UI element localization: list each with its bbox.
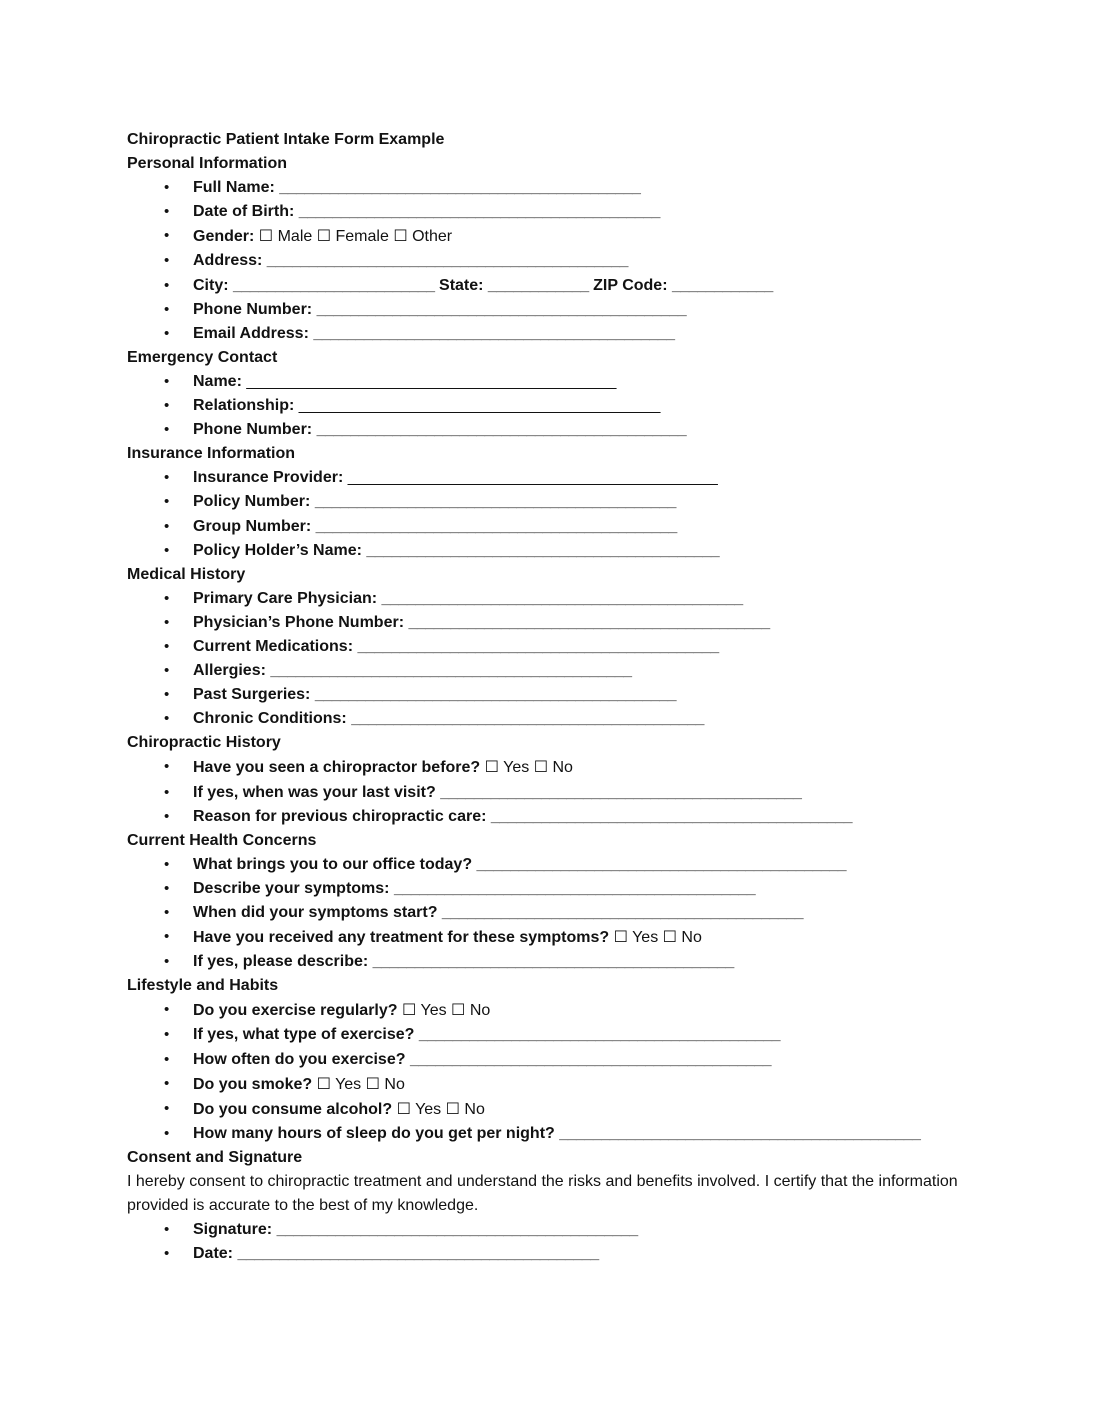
- section-heading: Personal Information: [127, 155, 288, 173]
- field-label: What brings you to our office today?: [193, 855, 477, 873]
- field-label: Do you smoke?: [193, 1075, 317, 1093]
- blank-underline: __________________________________________: [366, 541, 720, 559]
- bullet-icon: •: [164, 276, 170, 294]
- checkbox-icon: ☐: [316, 1073, 331, 1093]
- form-field-row: [127, 853, 994, 877]
- field-text: [193, 590, 743, 607]
- field-text: [193, 1125, 920, 1142]
- field-text: [193, 373, 616, 390]
- bullet-icon: •: [164, 783, 170, 801]
- field-label: Group Number:: [193, 517, 316, 535]
- bullet-icon: •: [164, 710, 170, 728]
- blank-underline: ___________________________________________: [418, 1026, 781, 1044]
- field-text: [193, 710, 704, 727]
- field-label: Past Surgeries:: [193, 686, 315, 704]
- field-text: [193, 953, 734, 970]
- form-field-row: [127, 587, 994, 611]
- field-label: City:: [193, 276, 233, 294]
- blank-underline: ___________________________________________: [276, 1221, 638, 1239]
- blank-underline: ____________: [487, 276, 589, 294]
- blank-underline: ___________________________________________: [381, 589, 743, 607]
- section-heading: Insurance Information: [127, 445, 296, 463]
- field-text: [193, 1098, 485, 1118]
- form-field-row: [127, 1023, 994, 1047]
- form-field-row: [127, 611, 994, 635]
- field-label: Reason for previous chiropractic care:: [193, 807, 491, 825]
- field-text: [193, 252, 628, 269]
- blank-underline: ____________________________________________: [316, 421, 687, 439]
- form-field-row: [127, 1242, 994, 1266]
- blank-underline: ___________________________________________: [270, 662, 632, 680]
- field-label: State:: [439, 276, 488, 294]
- blank-underline: ___________________________________________: [490, 807, 853, 825]
- checkbox-icon: ☐: [365, 1073, 380, 1093]
- field-option: No: [379, 1075, 405, 1093]
- blank-underline: ___________________________________________: [393, 879, 756, 897]
- bullet-icon: •: [164, 589, 170, 607]
- bullet-icon: •: [164, 855, 170, 873]
- checkbox-icon: ☐: [396, 1098, 411, 1118]
- blank-underline: ___________________________________________: [372, 953, 734, 971]
- blank-underline: ___________________________________________: [315, 517, 677, 535]
- bullet-icon: •: [164, 1001, 170, 1019]
- field-text: [193, 203, 660, 220]
- field-text: [193, 662, 632, 679]
- bullet-icon: •: [164, 397, 170, 415]
- field-label: Primary Care Physician:: [193, 589, 382, 607]
- field-option: Yes: [416, 1002, 452, 1020]
- field-text: [193, 614, 770, 631]
- bullet-icon: •: [164, 324, 170, 342]
- checkbox-icon: ☐: [316, 226, 332, 246]
- blank-underline: ________________________: [233, 276, 435, 294]
- form-field-row: [127, 224, 994, 249]
- form-field-row: [127, 1048, 994, 1072]
- form-field-row: [127, 683, 994, 707]
- bullet-icon: •: [164, 879, 170, 897]
- form-field-row: [127, 755, 994, 780]
- field-label: Address:: [193, 252, 267, 270]
- form-field-row: [127, 274, 994, 298]
- field-text: [193, 228, 452, 245]
- checkbox-icon: ☐: [258, 226, 274, 246]
- checkbox-icon: ☐: [662, 927, 677, 947]
- field-label: ZIP Code:: [593, 276, 672, 294]
- field-label: If yes, what type of exercise?: [193, 1026, 419, 1044]
- section-heading: Current Health Concerns: [127, 831, 317, 849]
- blank-underline: ____________________________________________: [316, 300, 687, 318]
- bullet-icon: •: [164, 758, 170, 776]
- blank-underline: ____________________________________________: [476, 855, 847, 873]
- form-field-row: [127, 466, 994, 490]
- form-field-row: [127, 1122, 994, 1146]
- form-field-row: [127, 200, 994, 224]
- form-field-row: [127, 805, 994, 829]
- bullet-icon: •: [164, 372, 170, 390]
- form-sections: [127, 152, 994, 1266]
- bullet-icon: •: [164, 1245, 170, 1263]
- field-text: [193, 277, 773, 294]
- field-option: Yes: [499, 759, 534, 777]
- form-field-row: [127, 707, 994, 731]
- bullet-icon: •: [164, 493, 170, 511]
- section-heading: Chiropractic History: [127, 734, 281, 752]
- field-option: No: [459, 1100, 485, 1118]
- bullet-icon: •: [164, 637, 170, 655]
- section-heading: Consent and Signature: [127, 1148, 303, 1166]
- field-text: [193, 784, 801, 801]
- blank-underline: ___________________________________________: [298, 203, 660, 221]
- blank-underline: ___________________________________________: [266, 252, 628, 270]
- field-text: [193, 421, 686, 438]
- form-field-row: [127, 877, 994, 901]
- form-field-row: [127, 1097, 994, 1122]
- form-field-row: [127, 659, 994, 683]
- field-label: Full Name:: [193, 179, 280, 197]
- checkbox-icon: ☐: [484, 757, 499, 777]
- field-label: Do you consume alcohol?: [193, 1100, 397, 1118]
- checkbox-icon: ☐: [401, 1000, 417, 1020]
- checkbox-icon: ☐: [393, 226, 408, 246]
- blank-underline: ___________________________________________: [441, 904, 804, 921]
- field-option: Male: [273, 228, 317, 246]
- bullet-icon: •: [164, 1074, 170, 1092]
- field-text: [193, 518, 677, 535]
- field-label: Policy Number:: [193, 493, 315, 511]
- field-label: If yes, when was your last visit?: [193, 783, 441, 801]
- field-label: Gender:: [193, 228, 259, 246]
- field-label: Signature:: [193, 1221, 277, 1239]
- field-text: [193, 856, 846, 873]
- form-field-row: [127, 635, 994, 659]
- form-field-row: [127, 490, 994, 514]
- form-field-row: [127, 781, 994, 805]
- bullet-icon: •: [164, 662, 170, 680]
- form-field-row: [127, 539, 994, 563]
- field-text: [193, 759, 573, 776]
- bullet-icon: •: [164, 1026, 170, 1044]
- bullet-icon: •: [164, 953, 170, 971]
- field-label: Have you received any treatment for these symptoms?: [193, 929, 614, 947]
- blank-underline: ___________________________________________: [237, 1245, 599, 1263]
- blank-underline: ___________________________________________: [440, 783, 802, 801]
- field-label: Policy Holder’s Name:: [193, 541, 367, 559]
- field-label: Have you seen a chiropractor before?: [193, 759, 485, 777]
- blank-underline: ___________________________________________: [409, 1050, 772, 1068]
- form-field-row: [127, 1218, 994, 1242]
- field-label: Relationship:: [193, 397, 299, 415]
- blank-underline: ___________________________________________: [408, 613, 770, 631]
- field-text: [193, 638, 719, 655]
- bullet-icon: •: [164, 1124, 170, 1142]
- bullet-icon: •: [164, 203, 170, 221]
- field-label: Do you exercise regularly?: [193, 1002, 402, 1020]
- field-text: [193, 808, 852, 825]
- blank-underline: ____________________________________________: [347, 469, 718, 487]
- form-field-row: [127, 925, 994, 950]
- bullet-icon: •: [164, 807, 170, 825]
- field-text: [193, 1073, 405, 1093]
- field-text: [193, 929, 702, 946]
- form-field-row: [127, 370, 994, 394]
- form-field-row: [127, 176, 994, 200]
- field-label: When did your symptoms start?: [193, 904, 442, 921]
- bullet-icon: •: [164, 928, 170, 946]
- bullet-icon: •: [164, 300, 170, 318]
- section-heading: Emergency Contact: [127, 348, 278, 366]
- field-text: [193, 880, 755, 897]
- bullet-icon: •: [164, 179, 170, 197]
- blank-underline: ___________________________________________: [279, 179, 641, 197]
- bullet-icon: •: [164, 904, 170, 921]
- field-label: Email Address:: [193, 324, 314, 342]
- field-label: How often do you exercise?: [193, 1050, 410, 1068]
- field-text: [193, 325, 674, 342]
- form-field-row: [127, 950, 994, 974]
- field-label: Chronic Conditions:: [193, 710, 352, 728]
- blank-underline: ___________________________________________: [559, 1124, 921, 1142]
- field-option: Yes: [410, 1100, 446, 1118]
- field-option: Yes: [330, 1075, 366, 1093]
- form-field-row: [127, 901, 994, 925]
- field-text: [193, 179, 640, 196]
- field-text: [193, 397, 660, 414]
- field-option: No: [676, 929, 702, 947]
- field-text: [193, 686, 676, 703]
- bullet-icon: •: [164, 686, 170, 704]
- blank-underline: ____________: [671, 276, 773, 294]
- checkbox-icon: ☐: [451, 1000, 466, 1020]
- field-option: Yes: [627, 929, 663, 947]
- form-field-row: [127, 515, 994, 539]
- bullet-icon: •: [164, 252, 170, 270]
- section-heading: Lifestyle and Habits: [127, 977, 279, 995]
- consent-paragraph: I hereby consent to chiropractic treatment and understand the risks and benefits involved. I certify that the information provided is accurate to the best of my knowledge.: [127, 1173, 958, 1215]
- form-field-row: [127, 249, 994, 273]
- form-field-row: [127, 322, 994, 346]
- field-text: [193, 493, 676, 510]
- field-label: Physician’s Phone Number:: [193, 613, 409, 631]
- field-text: [193, 542, 719, 559]
- field-option: Other: [407, 228, 453, 246]
- field-label: Date of Birth:: [193, 203, 299, 221]
- field-text: [193, 301, 686, 318]
- field-label: Date:: [193, 1245, 238, 1263]
- blank-underline: __________________________________________: [351, 710, 704, 728]
- bullet-icon: •: [164, 469, 170, 487]
- field-option: No: [548, 759, 573, 777]
- field-text: [193, 469, 717, 486]
- blank-underline: ___________________________________________: [314, 493, 676, 511]
- field-text: [193, 1051, 771, 1068]
- bullet-icon: •: [164, 1221, 170, 1239]
- field-text: [193, 1026, 780, 1043]
- blank-underline: ___________________________________________: [298, 397, 660, 415]
- blank-underline: ___________________________________________: [314, 686, 676, 704]
- field-label: Allergies:: [193, 662, 271, 680]
- form-field-row: [127, 418, 994, 442]
- bullet-icon: •: [164, 517, 170, 535]
- form-field-row: [127, 394, 994, 418]
- bullet-icon: •: [164, 613, 170, 631]
- field-label: Phone Number:: [193, 421, 317, 439]
- bullet-icon: •: [164, 227, 170, 245]
- field-label: Current Medications:: [193, 637, 358, 655]
- checkbox-icon: ☐: [533, 757, 549, 777]
- field-option: No: [465, 1002, 491, 1020]
- blank-underline: ____________________________________________: [246, 372, 616, 390]
- field-label: How many hours of sleep do you get per night?: [193, 1124, 560, 1142]
- form-field-row: [127, 298, 994, 322]
- field-text: [193, 1221, 638, 1238]
- bullet-icon: •: [164, 1050, 170, 1068]
- blank-underline: ___________________________________________: [313, 324, 675, 342]
- field-label: Insurance Provider:: [193, 469, 348, 487]
- section-heading: Medical History: [127, 565, 246, 583]
- bullet-icon: •: [164, 541, 170, 559]
- field-text: [193, 904, 803, 921]
- document-title: Chiropractic Patient Intake Form Example: [127, 131, 445, 148]
- field-label: If yes, please describe:: [193, 953, 373, 971]
- field-label: Describe your symptoms:: [193, 879, 394, 897]
- field-option: Female: [331, 228, 394, 246]
- checkbox-icon: ☐: [613, 927, 628, 947]
- form-field-row: [127, 998, 994, 1023]
- field-label: Phone Number:: [193, 300, 317, 318]
- field-label: Name:: [193, 372, 247, 390]
- field-text: [193, 1002, 490, 1019]
- bullet-icon: •: [164, 1099, 170, 1117]
- checkbox-icon: ☐: [445, 1098, 460, 1118]
- bullet-icon: •: [164, 421, 170, 439]
- field-text: [193, 1245, 599, 1262]
- form-field-row: [127, 1072, 994, 1097]
- blank-underline: ___________________________________________: [357, 637, 719, 655]
